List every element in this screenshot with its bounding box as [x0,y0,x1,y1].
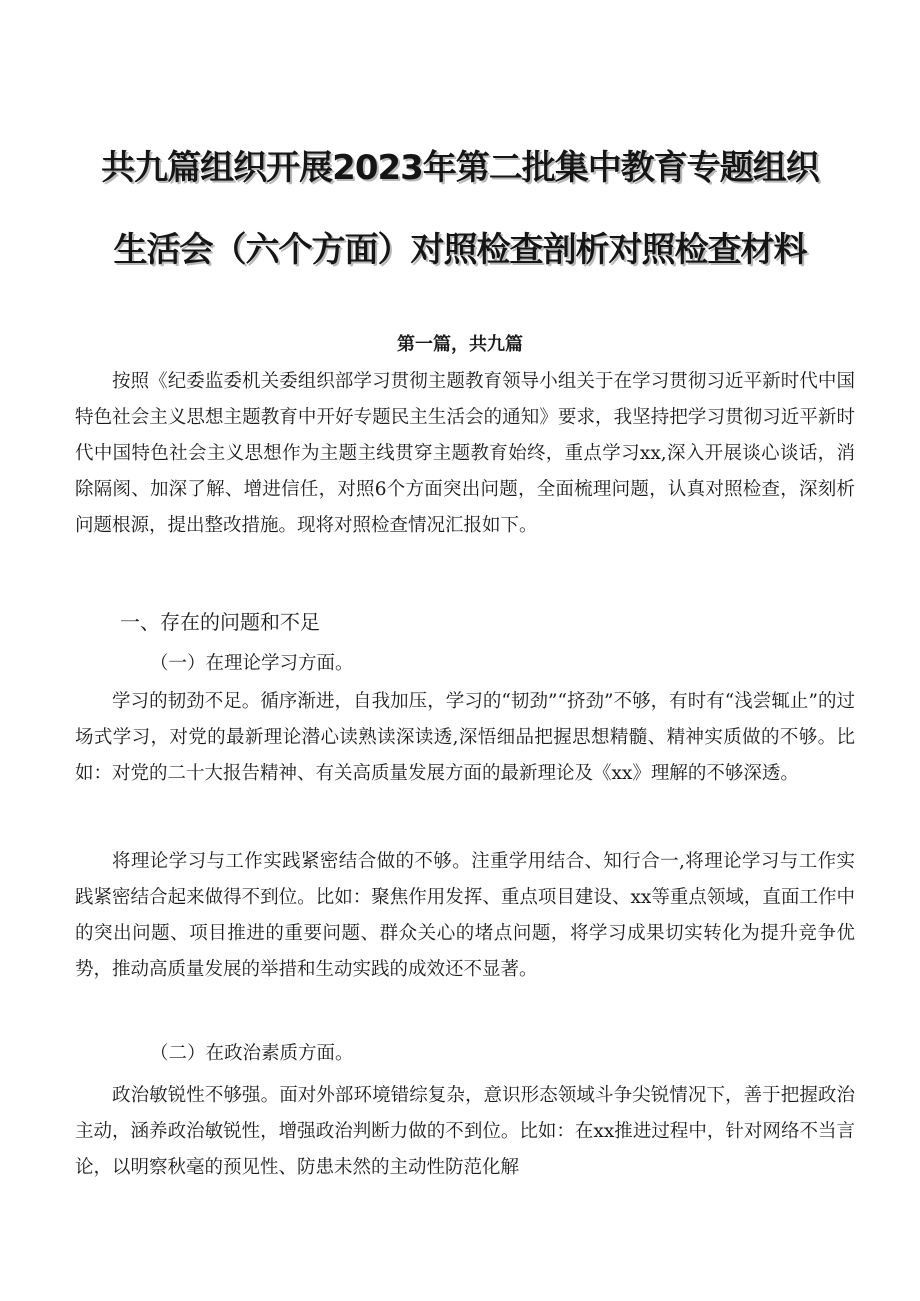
section-heading-problems: 一、存在的问题和不足 [120,610,320,634]
part-subtitle: 第一篇，共九篇 [397,334,523,355]
document-title-line-1: 共九篇组织开展2023年第二批集中教育专题组织 [101,148,819,188]
document-title-line-2: 生活会（六个方面）对照检查剖析对照检查材料 [113,230,807,270]
paragraph-study-tenacity: 学习的韧劲不足。循序渐进，自我加压，学习的“韧劲”“挤劲”不够，有时有“浅尝辄止”的过场式学习，对党的最新理论潜心读熟读深读透,深悟细品把握思想精髓、精神实质做的不够。比如：对党的二十大报告精神、有关高质量发展方面的最新理论及《xx》理解的不够深透。 [75,691,855,784]
paragraph-theory-practice: 将理论学习与工作实践紧密结合做的不够。注重学用结合、知行合一,将理论学习与工作实践紧密结合起来做得不到位。比如：聚焦作用发挥、重点项目建设、xx等重点领域，直面工作中的突出问题、项目推进的重要问题、群众关心的堵点问题，将学习成果切实转化为提升竞争优势，推动高质量发展的举措和生动实践的成效还不显著。 [75,851,855,980]
subsection-heading-theory: （一）在理论学习方面。 [150,653,354,674]
paragraph-political-sensitivity: 政治敏锐性不够强。面对外部环境错综复杂，意识形态领域斗争尖锐情况下，善于把握政治主动，涵养政治敏锐性，增强政治判断力做的不到位。比如：在xx推进过程中，针对网络不当言论，以明察秋毫的预见性、防患未然的主动性防范化解 [75,1085,855,1178]
subsection-heading-political: （二）在政治素质方面。 [150,1043,354,1064]
intro-paragraph: 按照《纪委监委机关委组织部学习贯彻主题教育领导小组关于在学习贯彻习近平新时代中国特色社会主义思想主题教育中开好专题民主生活会的通知》要求，我坚持把学习贯彻习近平新时代中国特色社会主义思想作为主题主线贯穿主题教育始终，重点学习xx,深入开展谈心谈话，消除隔阂、加深了解、增进信任，对照6个方面突出问题，全面梳理问题，认真对照检查，深刻析问题根源，提出整改措施。现将对照检查情况汇报如下。 [75,371,855,536]
